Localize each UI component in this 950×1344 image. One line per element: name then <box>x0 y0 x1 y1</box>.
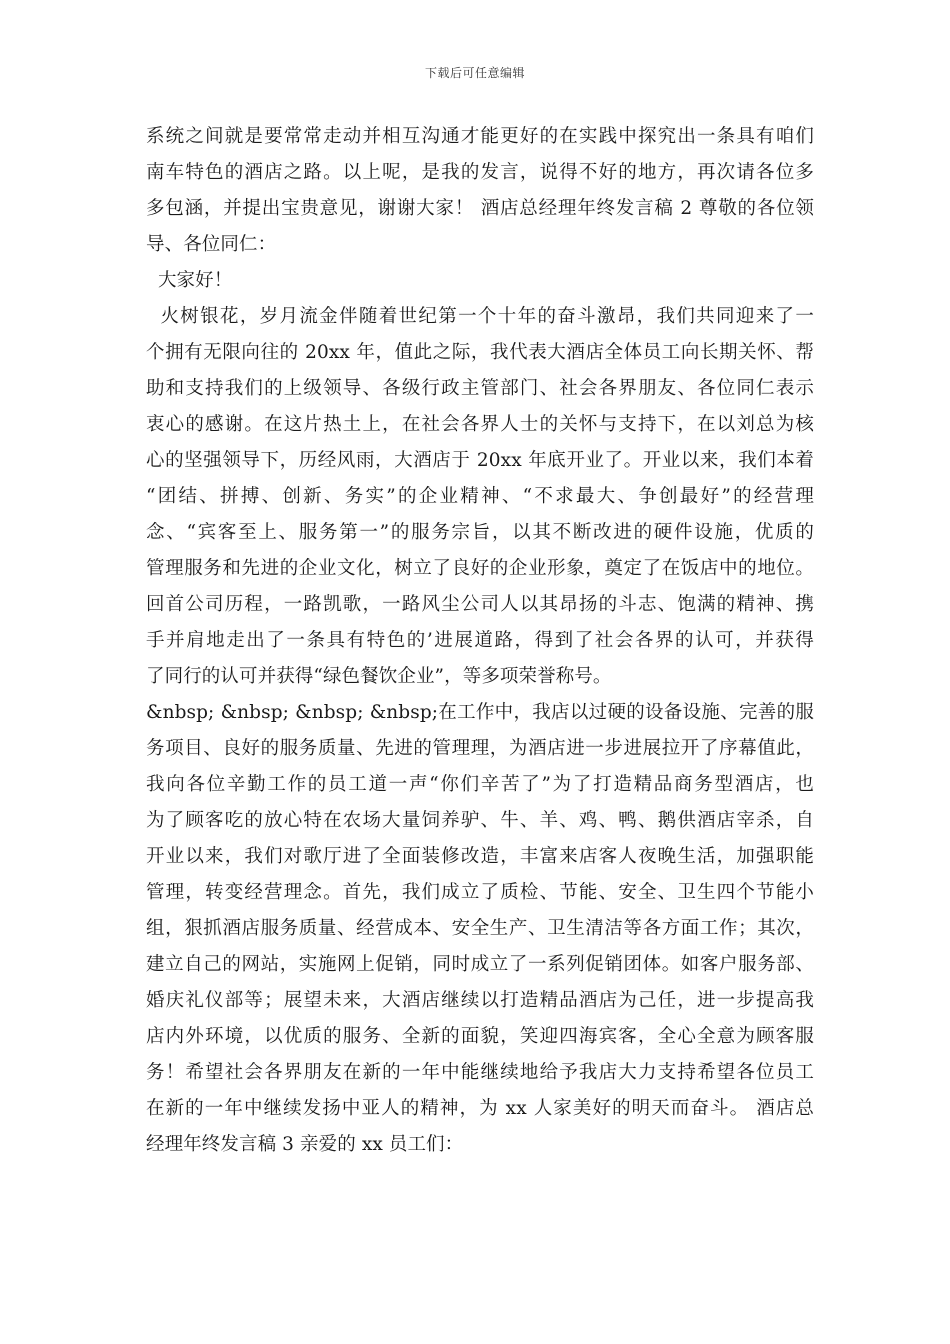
text-line: 系统之间就是要常常走动并相互沟通才能更好的在实践中探究出一条具有咱们 <box>146 126 814 147</box>
text-line: 经理年终发言稿 3 亲爱的 xx 员工们： <box>146 1134 464 1155</box>
text-line: 助和支持我们的上级领导、各级行政主管部门、社会各界朋友、各位同仁表示 <box>146 378 814 399</box>
text-line: 务项目、良好的服务质量、先进的管理理，为酒店进一步进展拉开了序幕值此， <box>146 738 814 759</box>
text-line: 开业以来，我们对歌厅进了全面装修改造，丰富来店客人夜晚生活，加强职能 <box>146 846 814 867</box>
text-line: 导、各位同仁： <box>146 234 277 255</box>
text-line: 为了顾客吃的放心特在农场大量饲养驴、牛、羊、鸡、鸭、鹅供酒店宰杀，自 <box>146 810 814 831</box>
text-line: 火树银花，岁月流金伴随着世纪第一个十年的奋斗激昂，我们共同迎来了一 <box>146 306 814 327</box>
text-line: 多包涵，并提出宝贵意见，谢谢大家！ 酒店总经理年终发言稿 2 尊敬的各位领 <box>146 198 814 219</box>
text-line: 我向各位辛勤工作的员工道一声“你们辛苦了”为了打造精品商务型酒店，也 <box>146 774 814 795</box>
text-line: 回首公司历程，一路凯歌，一路风尘公司人以其昂扬的斗志、饱满的精神、携 <box>146 594 814 615</box>
text-line: 了同行的认可并获得“绿色餐饮企业”，等多项荣誉称号。 <box>146 666 612 687</box>
text-line: 手并肩地走出了一条具有特色的’进展道路，得到了社会各界的认可，并获得 <box>146 630 814 651</box>
text-line: 在新的一年中继续发扬中亚人的精神，为 xx 人家美好的明天而奋斗。 酒店总 <box>146 1098 814 1119</box>
text-line: 念、“宾客至上、服务第一”的服务宗旨，以其不断改进的硬件设施，优质的 <box>146 522 814 543</box>
text-line: &nbsp; &nbsp; &nbsp; &nbsp;在工作中，我店以过硬的设备设施、完善的服 <box>146 702 814 723</box>
text-line: 心的坚强领导下，历经风雨，大酒店于 20xx 年底开业了。开业以来，我们本着 <box>146 450 814 471</box>
text-line: 衷心的感谢。在这片热土上，在社会各界人士的关怀与支持下，在以刘总为核 <box>146 414 814 435</box>
text-line: 建立自己的网站，实施网上促销，同时成立了一系列促销团体。如客户服务部、 <box>146 954 814 975</box>
text-line: 婚庆礼仪部等；展望未来，大酒店继续以打造精品酒店为己任，进一步提高我 <box>146 990 814 1011</box>
text-line: 个拥有无限向往的 20xx 年，值此之际，我代表大酒店全体员工向长期关怀、帮 <box>146 342 814 363</box>
text-line: 管理，转变经营理念。首先，我们成立了质检、节能、安全、卫生四个节能小 <box>146 882 814 903</box>
text-line: 店内外环境，以优质的服务、全新的面貌，笑迎四海宾客，全心全意为顾客服 <box>146 1026 814 1047</box>
text-line: “团结、拼搏、创新、务实”的企业精神、“不求最大、争创最好”的经营理 <box>146 486 814 507</box>
page-header: 下载后可任意编辑 <box>424 66 525 80</box>
text-line: 南车特色的酒店之路。以上呢，是我的发言，说得不好的地方，再次请各位多 <box>146 162 814 183</box>
text-line: 管理服务和先进的企业文化，树立了良好的企业形象，奠定了在饭店中的地位。 <box>146 558 814 579</box>
document-body <box>146 119 814 1163</box>
greeting-line: 大家好！ <box>146 270 233 291</box>
text-line: 务！希望社会各界朋友在新的一年中能继续地给予我店大力支持希望各位员工 <box>146 1062 814 1083</box>
text-line: 组，狠抓酒店服务质量、经营成本、安全生产、卫生清洁等各方面工作；其次， <box>146 918 814 939</box>
